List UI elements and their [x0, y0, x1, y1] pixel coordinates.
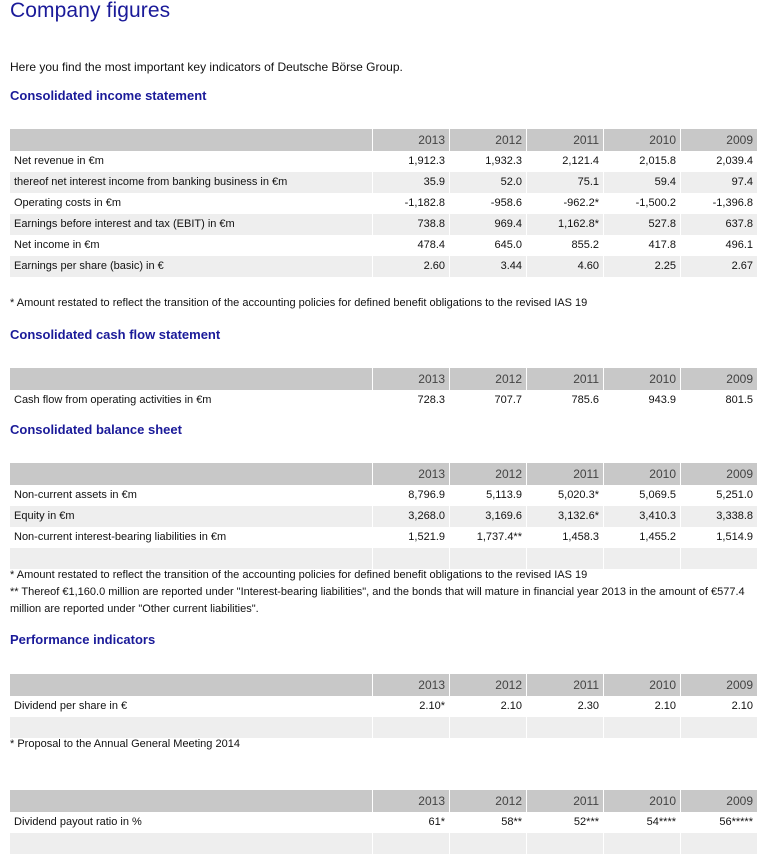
spacer-cell — [450, 548, 527, 569]
value-cell-2012: 3,169.6 — [450, 506, 527, 527]
row-label: Operating costs in €m — [10, 193, 373, 214]
dividend-footnote: * Proposal to the Annual General Meeting 2014 — [10, 738, 240, 750]
value-cell-2013: 61* — [373, 812, 450, 833]
value-cell-2010: 2,015.8 — [604, 151, 681, 172]
spacer-cell — [681, 833, 758, 854]
dividend-table — [10, 674, 757, 738]
spacer-cell — [681, 717, 758, 738]
value-cell-2010: 3,410.3 — [604, 506, 681, 527]
value-cell-2010: 943.9 — [604, 390, 681, 411]
row-label: Non-current interest-bearing liabilities in €m — [10, 527, 373, 548]
cashflow-heading: Consolidated cash flow statement — [10, 327, 221, 342]
year-header-2012: 2012 — [450, 790, 527, 812]
year-header-2012: 2012 — [450, 368, 527, 390]
value-cell-2013: 8,796.9 — [373, 485, 450, 506]
value-cell-2010: 417.8 — [604, 235, 681, 256]
value-cell-2011: 2,121.4 — [527, 151, 604, 172]
value-cell-2011: -962.2* — [527, 193, 604, 214]
year-header-row — [10, 674, 757, 696]
header-blank-cell — [10, 368, 373, 390]
row-label: Cash flow from operating activities in €m — [10, 390, 373, 411]
spacer-cell — [527, 717, 604, 738]
balance-table — [10, 463, 757, 569]
year-header-2012: 2012 — [450, 129, 527, 151]
row-label: Dividend per share in € — [10, 696, 373, 717]
year-header-2010: 2010 — [604, 674, 681, 696]
table-row — [10, 485, 757, 506]
spacer-cell — [10, 548, 373, 569]
value-cell-2009: 2.67 — [681, 256, 758, 277]
year-header-2013: 2013 — [373, 463, 450, 485]
performance-heading: Performance indicators — [10, 632, 156, 647]
spacer-cell — [373, 833, 450, 854]
value-cell-2009: 2,039.4 — [681, 151, 758, 172]
value-cell-2009: 637.8 — [681, 214, 758, 235]
row-label: thereof net interest income from banking business in €m — [10, 172, 373, 193]
table-row — [10, 696, 757, 717]
year-header-2010: 2010 — [604, 368, 681, 390]
spacer-cell — [604, 548, 681, 569]
table-row — [10, 172, 757, 193]
year-header-2012: 2012 — [450, 463, 527, 485]
spacer-cell — [527, 548, 604, 569]
year-header-2012: 2012 — [450, 674, 527, 696]
year-header-2009: 2009 — [681, 674, 758, 696]
table-row — [10, 812, 757, 833]
value-cell-2011: 1,162.8* — [527, 214, 604, 235]
value-cell-2009: 3,338.8 — [681, 506, 758, 527]
spacer-row — [10, 548, 757, 569]
value-cell-2010: 1,455.2 — [604, 527, 681, 548]
value-cell-2009: 496.1 — [681, 235, 758, 256]
year-header-2013: 2013 — [373, 790, 450, 812]
year-header-2011: 2011 — [527, 674, 604, 696]
year-header-2011: 2011 — [527, 129, 604, 151]
year-header-2011: 2011 — [527, 790, 604, 812]
value-cell-2013: 478.4 — [373, 235, 450, 256]
table-row — [10, 235, 757, 256]
balance-heading: Consolidated balance sheet — [10, 422, 182, 437]
value-cell-2009: 5,251.0 — [681, 485, 758, 506]
spacer-cell — [373, 717, 450, 738]
spacer-cell — [604, 717, 681, 738]
value-cell-2010: 54**** — [604, 812, 681, 833]
spacer-cell — [10, 717, 373, 738]
balance-footnote-1: * Amount restated to reflect the transition of the accounting policies for defined benefit obligations to the revised IAS 19 — [10, 569, 588, 581]
row-label: Earnings before interest and tax (EBIT) in €m — [10, 214, 373, 235]
value-cell-2013: 738.8 — [373, 214, 450, 235]
year-header-2013: 2013 — [373, 129, 450, 151]
row-label: Earnings per share (basic) in € — [10, 256, 373, 277]
income-table — [10, 129, 757, 277]
spacer-cell — [450, 717, 527, 738]
year-header-2009: 2009 — [681, 790, 758, 812]
value-cell-2011: 3,132.6* — [527, 506, 604, 527]
value-cell-2013: 728.3 — [373, 390, 450, 411]
value-cell-2010: 5,069.5 — [604, 485, 681, 506]
year-header-2013: 2013 — [373, 674, 450, 696]
value-cell-2010: -1,500.2 — [604, 193, 681, 214]
year-header-2010: 2010 — [604, 790, 681, 812]
year-header-2011: 2011 — [527, 463, 604, 485]
value-cell-2011: 2.30 — [527, 696, 604, 717]
value-cell-2012: 3.44 — [450, 256, 527, 277]
header-blank-cell — [10, 129, 373, 151]
value-cell-2009: 56***** — [681, 812, 758, 833]
spacer-row — [10, 717, 757, 738]
year-header-2009: 2009 — [681, 463, 758, 485]
value-cell-2009: 1,514.9 — [681, 527, 758, 548]
year-header-2010: 2010 — [604, 463, 681, 485]
year-header-2010: 2010 — [604, 129, 681, 151]
value-cell-2011: 52*** — [527, 812, 604, 833]
year-header-2009: 2009 — [681, 368, 758, 390]
value-cell-2009: 2.10 — [681, 696, 758, 717]
header-blank-cell — [10, 790, 373, 812]
value-cell-2011: 4.60 — [527, 256, 604, 277]
spacer-cell — [604, 833, 681, 854]
year-header-row — [10, 368, 757, 390]
value-cell-2013: 2.60 — [373, 256, 450, 277]
value-cell-2012: 969.4 — [450, 214, 527, 235]
row-label: Non-current assets in €m — [10, 485, 373, 506]
year-header-row — [10, 790, 757, 812]
value-cell-2010: 2.25 — [604, 256, 681, 277]
page-title: Company figures — [10, 0, 171, 22]
year-header-2013: 2013 — [373, 368, 450, 390]
row-label: Net revenue in €m — [10, 151, 373, 172]
value-cell-2011: 75.1 — [527, 172, 604, 193]
value-cell-2009: 801.5 — [681, 390, 758, 411]
table-row — [10, 193, 757, 214]
cashflow-table — [10, 368, 757, 411]
value-cell-2010: 2.10 — [604, 696, 681, 717]
spacer-row — [10, 833, 757, 854]
row-label: Equity in €m — [10, 506, 373, 527]
spacer-cell — [373, 548, 450, 569]
income-heading: Consolidated income statement — [10, 88, 207, 103]
year-header-2011: 2011 — [527, 368, 604, 390]
spacer-cell — [450, 833, 527, 854]
row-label: Net income in €m — [10, 235, 373, 256]
value-cell-2009: 97.4 — [681, 172, 758, 193]
value-cell-2013: 1,912.3 — [373, 151, 450, 172]
value-cell-2012: 58** — [450, 812, 527, 833]
value-cell-2011: 5,020.3* — [527, 485, 604, 506]
value-cell-2013: 1,521.9 — [373, 527, 450, 548]
table-row — [10, 527, 757, 548]
header-blank-cell — [10, 463, 373, 485]
table-row — [10, 151, 757, 172]
value-cell-2012: 2.10 — [450, 696, 527, 717]
value-cell-2012: 645.0 — [450, 235, 527, 256]
value-cell-2011: 785.6 — [527, 390, 604, 411]
value-cell-2010: 527.8 — [604, 214, 681, 235]
value-cell-2013: 2.10* — [373, 696, 450, 717]
value-cell-2010: 59.4 — [604, 172, 681, 193]
value-cell-2012: 5,113.9 — [450, 485, 527, 506]
table-row — [10, 214, 757, 235]
table-row — [10, 390, 757, 411]
table-row — [10, 256, 757, 277]
row-label: Dividend payout ratio in % — [10, 812, 373, 833]
value-cell-2012: 1,932.3 — [450, 151, 527, 172]
value-cell-2011: 1,458.3 — [527, 527, 604, 548]
value-cell-2011: 855.2 — [527, 235, 604, 256]
intro-text: Here you find the most important key indicators of Deutsche Börse Group. — [10, 60, 403, 74]
value-cell-2013: 3,268.0 — [373, 506, 450, 527]
year-header-row — [10, 463, 757, 485]
value-cell-2012: 1,737.4** — [450, 527, 527, 548]
value-cell-2009: -1,396.8 — [681, 193, 758, 214]
value-cell-2012: 707.7 — [450, 390, 527, 411]
payout-table — [10, 790, 757, 854]
balance-footnote-2: ** Thereof €1,160.0 million are reported under "Interest-bearing liabilities", and the bonds that will mature in financial year 2013 in the amount of €577.4 million are reported under "Other current liabilities". — [10, 586, 745, 615]
income-footnote: * Amount restated to reflect the transition of the accounting policies for defined benefit obligations to the revised IAS 19 — [10, 297, 588, 309]
table-row — [10, 506, 757, 527]
header-blank-cell — [10, 674, 373, 696]
spacer-cell — [10, 833, 373, 854]
year-header-2009: 2009 — [681, 129, 758, 151]
year-header-row — [10, 129, 757, 151]
value-cell-2013: -1,182.8 — [373, 193, 450, 214]
value-cell-2013: 35.9 — [373, 172, 450, 193]
value-cell-2012: -958.6 — [450, 193, 527, 214]
spacer-cell — [681, 548, 758, 569]
value-cell-2012: 52.0 — [450, 172, 527, 193]
spacer-cell — [527, 833, 604, 854]
